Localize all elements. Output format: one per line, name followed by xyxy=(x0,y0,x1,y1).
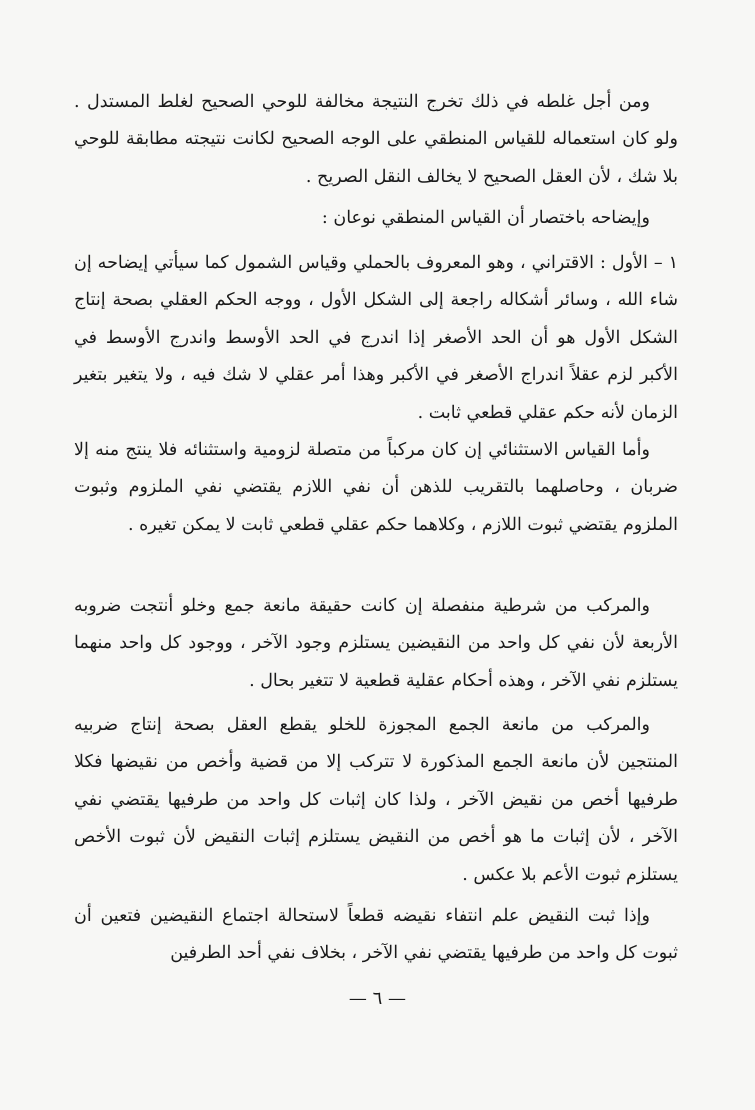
paragraph-1: ومن أجل غلطه في ذلك تخرج النتيجة مخالفة للوحي الصحيح لغلط المستدل . ولو كان استعماله للقياس المنطقي على الوجه الصحيح لكانت نتيجته مطابقة للوحي بلا شك ، لأن العقل الصحيح لا يخالف النقل الصريح . xyxy=(74,92,678,187)
paragraph-5: والمركب من شرطية منفصلة إن كانت حقيقة مانعة جمع وخلو أنتجت ضروبه الأربعة لأن نفي كل واحد من النقيضين يستلزم وجود الآخر ، ووجود كل واحد منهما يستلزم نفي الآخر ، وهذه أحكام عقلية قطعية لا تتغير بحال . xyxy=(74,596,678,691)
paragraph-4: وأما القياس الاستثنائي إن كان مركباً من متصلة لزومية واستثنائه فلا ينتج منه إلا ضربان ، وحاصلهما بالتقريب للذهن أن نفي اللازم يقتضي نفي الملزوم وثبوت الملزوم يقتضي ثبوت اللازم ، وكلاهما حكم عقلي قطعي ثابت لا يمكن تغيره . xyxy=(74,440,678,535)
paragraph-3: ١ – الأول : الاقتراني ، وهو المعروف بالحملي وقياس الشمول كما سيأتي إيضاحه إن شاء الله ، وسائر أشكاله راجعة إلى الشكل الأول ، ووجه الحكم العقلي بصحة إنتاج الشكل الأول هو أن الحد الأصغر إذا اندرج في الحد الأوسط واندرج الأوسط في الأكبر لزم عقلاً اندراج الأصغر في الأكبر وهذا أمر عقلي لا شك فيه ، ولا يتغير بتغير الزمان لأنه حكم عقلي قطعي ثابت . xyxy=(74,253,678,423)
paragraph-6: والمركب من مانعة الجمع المجوزة للخلو يقطع العقل بصحة إنتاج ضربيه المنتجين لأن مانعة الجمع المذكورة لا تتركب إلا من قضية وأخص من نقيضها فكلا طرفيها أخص من نقيض الآخر ، ولذا كان إثبات كل واحد من طرفيها يقتضي نفي الآخر ، لأن إثبات ما هو أخص من النقيض يستلزم إثبات النقيض لأن ثبوت الأخص يستلزم ثبوت الأعم بلا عكس . xyxy=(74,715,678,885)
paragraph-7: وإذا ثبت النقيض علم انتفاء نقيضه قطعاً لاستحالة اجتماع النقيضين فتعين أن ثبوت كل واحد من طرفيها يقتضي نفي الآخر ، بخلاف نفي أحد الطرفين xyxy=(74,906,678,964)
paragraph-2: وإيضاحه باختصار أن القياس المنطقي نوعان : xyxy=(321,208,650,228)
page-number: — ٦ — xyxy=(348,988,407,1009)
